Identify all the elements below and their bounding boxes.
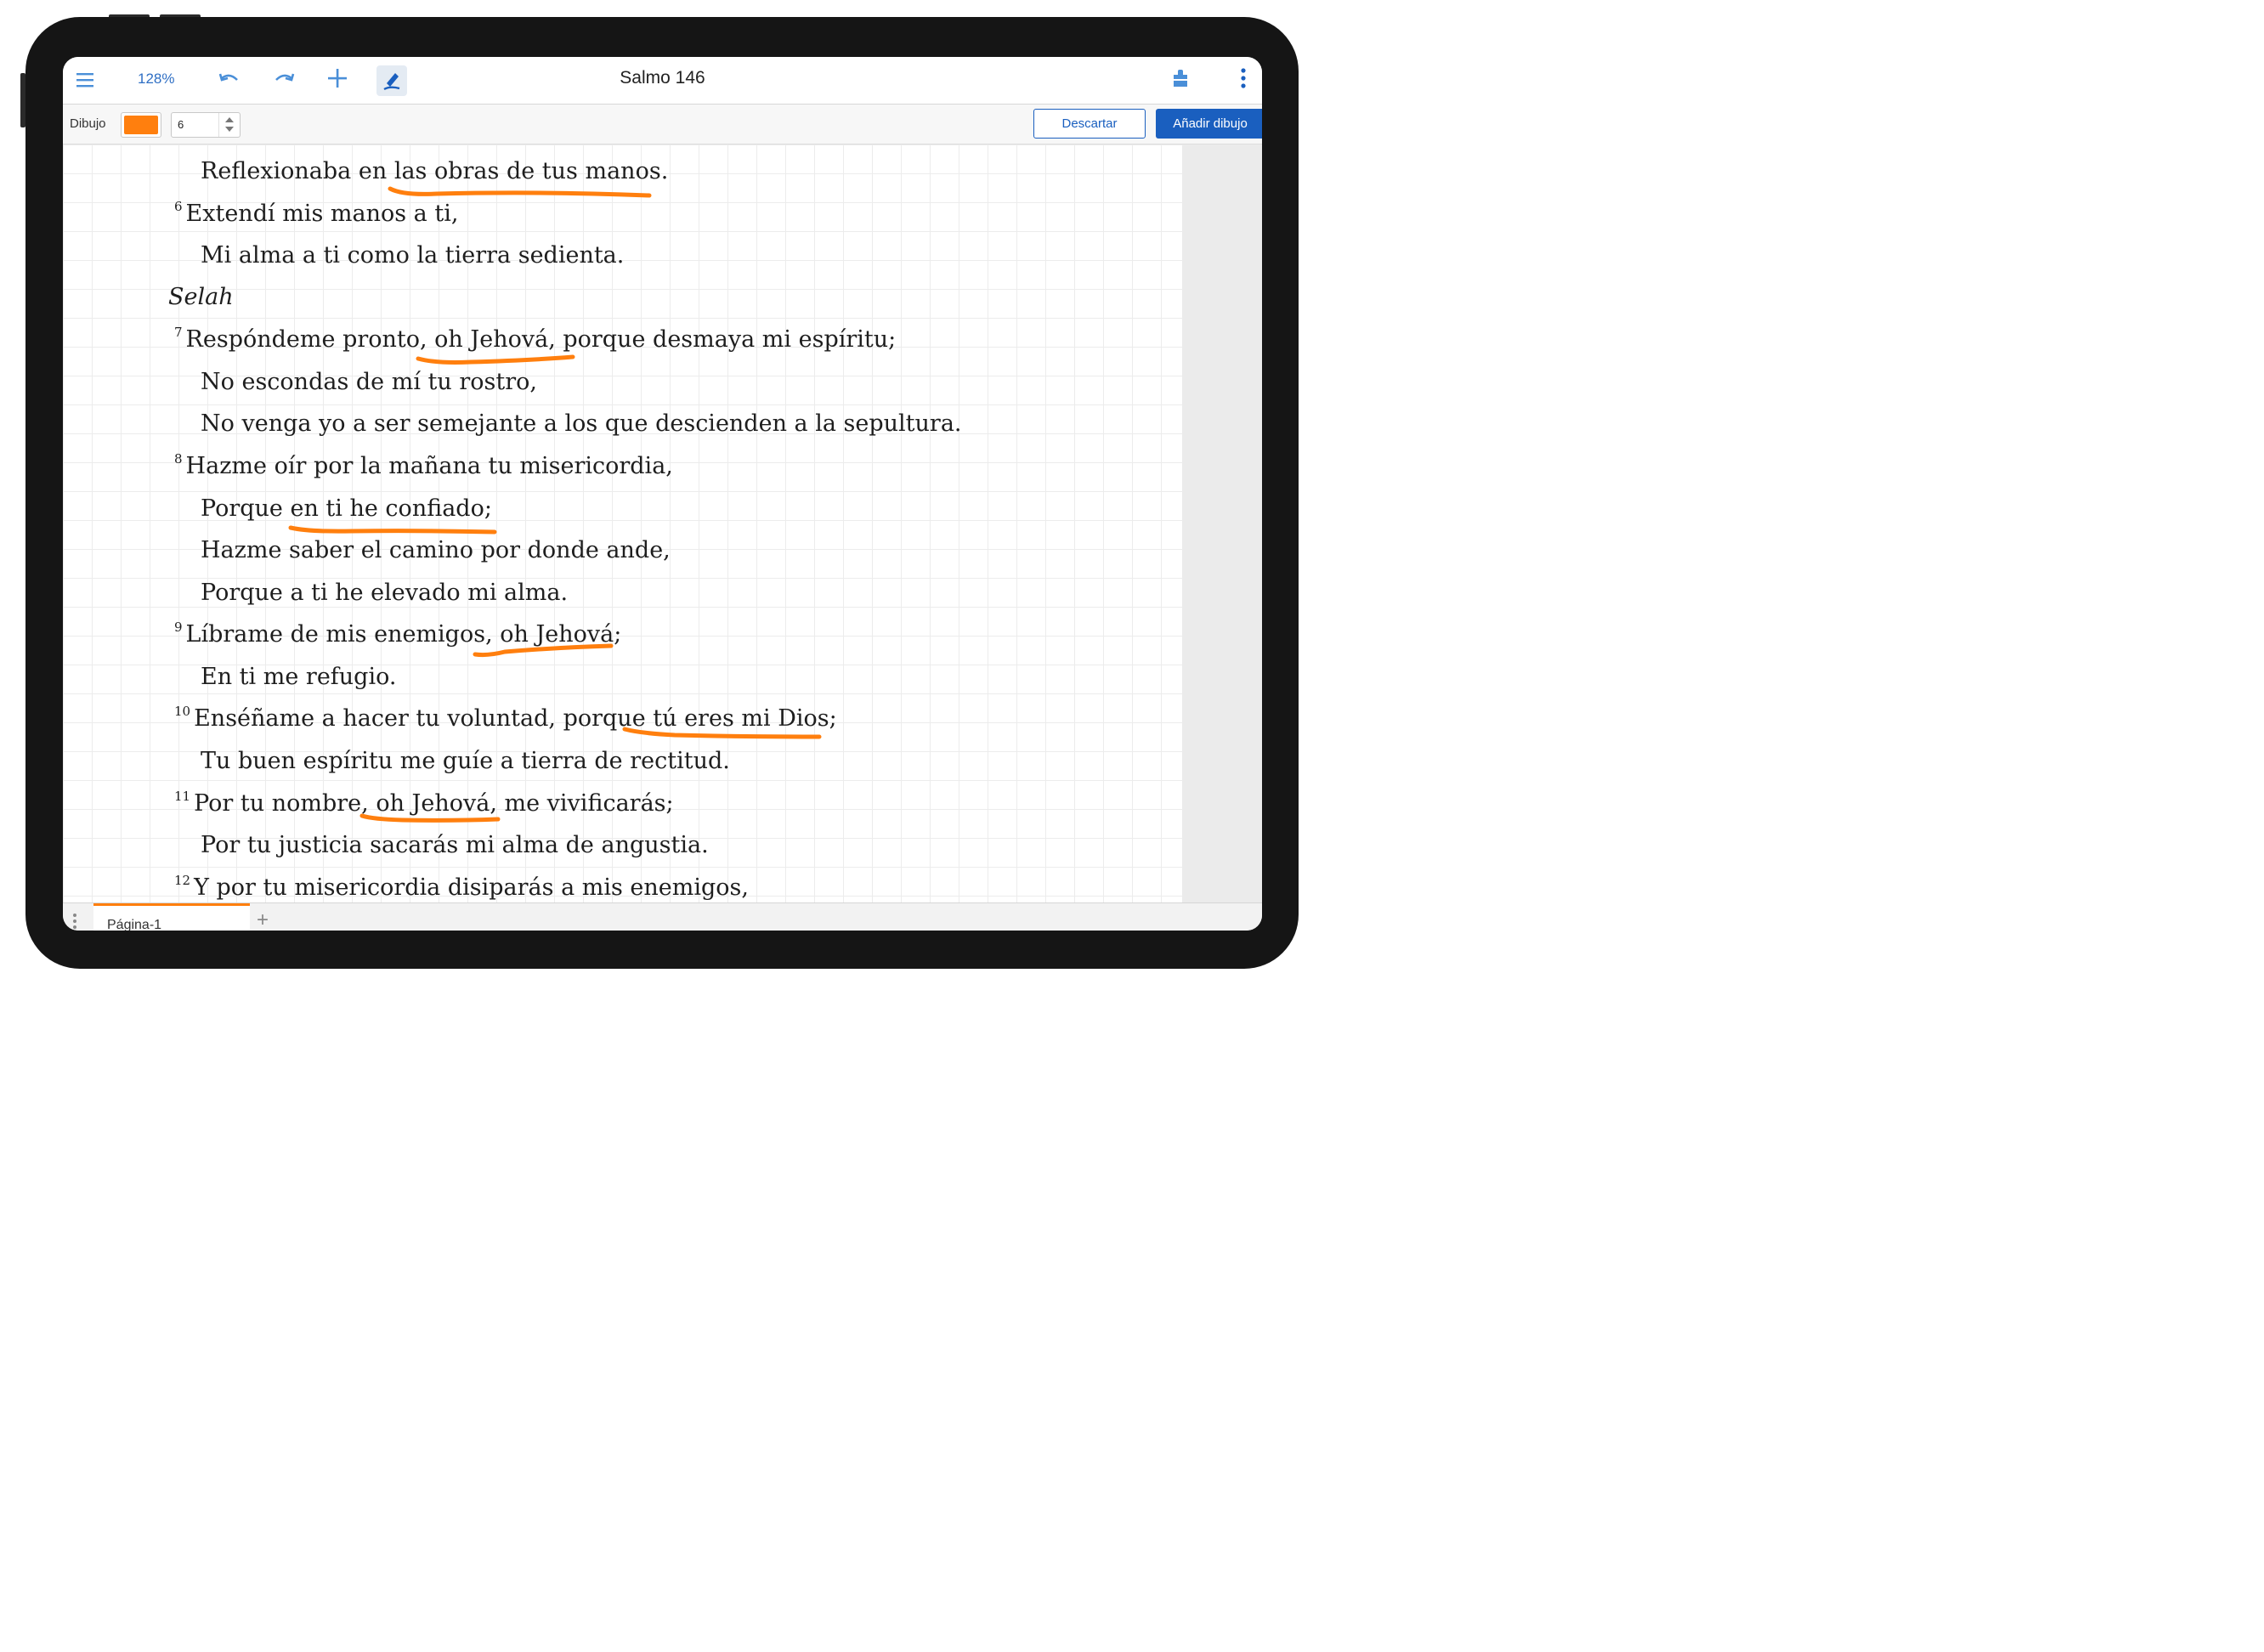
text-line: [201, 539, 671, 562]
decrement-icon[interactable]: [225, 127, 234, 132]
app-screen: [63, 57, 1262, 931]
ink-underline[interactable]: [291, 528, 495, 532]
line-text: Por tu nombre, oh Jehová, me vivificarás;: [194, 790, 674, 817]
toolbar: [63, 57, 1262, 105]
stepper-arrows[interactable]: [218, 113, 240, 137]
text-line: [174, 325, 897, 353]
line-text: En ti me refugio.: [201, 664, 397, 690]
line-text: Extendí mis manos a ti,: [185, 201, 459, 227]
ink-underline[interactable]: [418, 357, 573, 363]
drawing-label: Dibujo: [70, 116, 106, 131]
text-line: [201, 581, 568, 604]
verse-number: 6: [174, 199, 183, 214]
line-text: Selah: [168, 284, 234, 310]
text-line: [201, 750, 730, 772]
verse-number: 8: [174, 451, 183, 467]
line-text: No escondas de mí tu rostro,: [201, 369, 537, 395]
line-text: Y por tu misericordia disiparás a mis enemigos,: [194, 874, 749, 901]
page-tab-label: Página-1: [107, 918, 162, 931]
line-text: Tu buen espíritu me guíe a tierra de rectitud.: [201, 748, 730, 774]
line-text: Hazme saber el camino por donde ande,: [201, 537, 671, 563]
verse-number: 10: [174, 704, 191, 719]
discard-button[interactable]: Descartar: [1033, 109, 1146, 139]
text-line: [201, 371, 537, 393]
line-text: Reflexionaba en las obras de tus manos.: [201, 158, 669, 184]
page-tab-bar: [63, 902, 1262, 931]
text-line: [201, 665, 396, 688]
tab-menu-icon[interactable]: [73, 914, 76, 931]
text-line: [201, 412, 962, 435]
verse-number: 7: [174, 325, 183, 340]
text-line: [201, 244, 624, 267]
drawing-options-bar: [63, 105, 1262, 144]
line-text: Hazme oír por la mañana tu misericordia,: [185, 453, 673, 479]
add-page-icon[interactable]: +: [257, 908, 269, 931]
color-picker[interactable]: [121, 112, 161, 138]
verse-number: 11: [174, 789, 191, 804]
more-options-icon[interactable]: [1230, 67, 1257, 94]
line-text: Respóndeme pronto, oh Jehová, porque desmaya mi espíritu;: [185, 326, 897, 353]
line-text: Mi alma a ti como la tierra sedienta.: [201, 242, 625, 269]
text-line: [174, 704, 837, 732]
line-text: Enséñame a hacer tu voluntad, porque tú eres mi Dios;: [194, 705, 837, 732]
stroke-width-stepper[interactable]: [171, 112, 241, 138]
text-line: [174, 620, 622, 648]
increment-icon[interactable]: [225, 117, 234, 122]
text-line: [201, 834, 709, 857]
text-line: [174, 451, 673, 479]
zoom-level[interactable]: 128%: [138, 71, 175, 87]
document-canvas[interactable]: [63, 144, 1182, 902]
text-line: [174, 789, 674, 817]
add-drawing-button[interactable]: Añadir dibujo: [1156, 109, 1262, 139]
text-line: [168, 286, 234, 308]
color-swatch: [124, 116, 158, 134]
line-text: Líbrame de mis enemigos, oh Jehová;: [185, 621, 622, 648]
line-text: Por tu justicia sacarás mi alma de angustia.: [201, 832, 709, 858]
line-text: No venga yo a ser semejante a los que descienden a la sepultura.: [201, 410, 962, 437]
line-text: Porque a ti he elevado mi alma.: [201, 580, 569, 606]
document-title: Salmo 146: [620, 68, 705, 88]
text-line: [201, 497, 492, 520]
verse-number: 12: [174, 873, 191, 888]
text-line: [174, 199, 459, 227]
line-text: Porque en ti he confiado;: [201, 495, 492, 522]
page-tab[interactable]: [93, 903, 250, 931]
extensions-icon[interactable]: [1167, 67, 1194, 94]
stroke-width-value[interactable]: 6: [178, 118, 184, 131]
text-line: [201, 160, 668, 183]
verse-number: 9: [174, 620, 183, 635]
canvas-margin: [1182, 144, 1262, 902]
text-line: [174, 873, 749, 901]
ink-underline[interactable]: [390, 189, 649, 195]
